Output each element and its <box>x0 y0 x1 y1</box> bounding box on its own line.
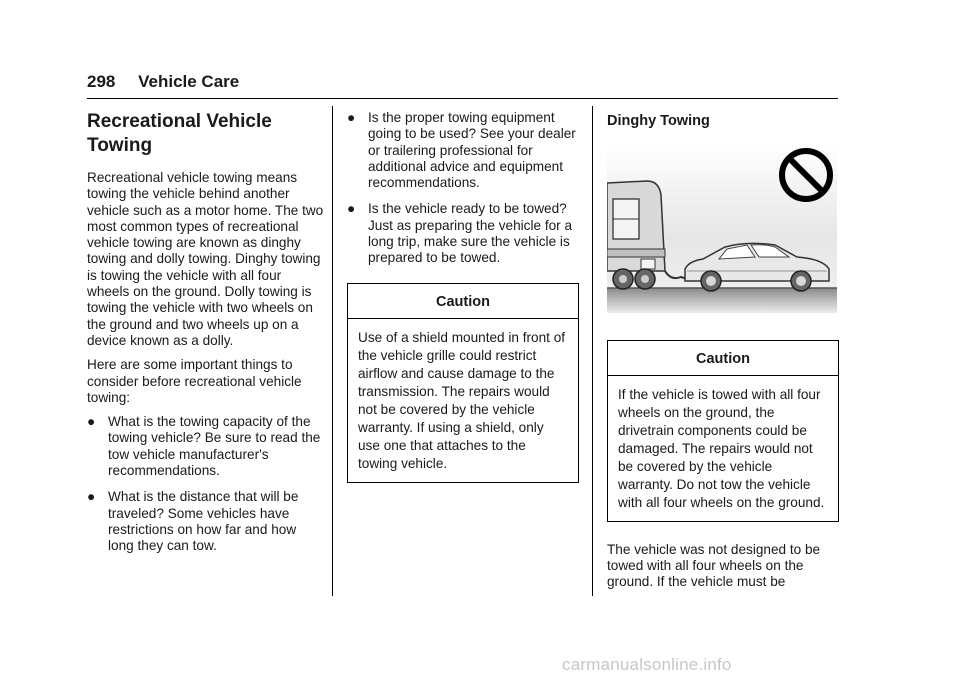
chapter-title: Vehicle Care <box>138 72 240 91</box>
list-item <box>347 201 579 266</box>
intro-paragraph: Recreational vehicle towing means towing the vehicle behind another vehicle such as a motor home. The two most common types of recreational vehicle towing are known as dinghy towing and dolly towing. Dinghy towing is towing the vehicle with all four wheels on the ground. Dolly towing is towing the vehicle with two wheels on the ground and two wheels up on a device known as a dolly. <box>87 170 324 348</box>
list-item-text: What is the distance that will be traveled? Some vehicles have restrictions on how far and how long they can tow. <box>108 489 299 554</box>
section-title: Recreational Vehicle Towing <box>87 111 272 156</box>
dinghy-towing-illustration <box>607 143 837 313</box>
column-1 <box>87 110 325 565</box>
list-item-text: Is the proper towing equipment going to be used? See your dealer or trailering professional for additional advice and equipment recommendations. <box>368 110 576 191</box>
list-item-text: Is the vehicle ready to be towed? Just as preparing the vehicle for a long trip, make sure the vehicle is prepared to be towed. <box>368 201 573 266</box>
page-header <box>87 72 239 92</box>
bullet-list-2 <box>347 110 579 267</box>
subsection-title: Dinghy Towing <box>607 113 710 129</box>
caution-title: Caution <box>348 284 578 319</box>
considerations-paragraph: Here are some important things to consider before recreational vehicle towing: <box>87 357 302 405</box>
caution-box-drivetrain <box>607 340 839 522</box>
watermark: carmanualsonline.info <box>562 655 732 674</box>
column-divider-1 <box>332 106 333 596</box>
list-item <box>87 489 325 554</box>
list-item <box>347 110 579 191</box>
column-3 <box>607 110 839 599</box>
road-surface <box>607 288 837 313</box>
caution-body: If the vehicle is towed with all four wheels on the ground, the drivetrain components could be damaged. The repairs would not be covered by the vehicle warranty. Do not tow the vehicle with all four wheels on the ground. <box>618 386 825 510</box>
list-item <box>87 414 325 479</box>
bullet-icon: ● <box>87 489 96 505</box>
column-divider-2 <box>592 106 593 596</box>
caution-box-shield <box>347 283 579 483</box>
bullet-list-1 <box>87 414 325 554</box>
page-number: 298 <box>87 72 116 91</box>
bullet-icon: ● <box>87 414 96 430</box>
column-2 <box>347 110 579 483</box>
design-paragraph: The vehicle was not designed to be towed with all four wheels on the ground. If the vehicle must be <box>607 541 821 590</box>
bullet-icon: ● <box>347 201 356 217</box>
caution-body: Use of a shield mounted in front of the vehicle grille could restrict airflow and cause damage to the transmission. The repairs would not be covered by the vehicle warranty. If using a shield, only use one that attaches to the towing vehicle. <box>358 329 566 471</box>
caution-title: Caution <box>608 341 838 376</box>
list-item-text: What is the towing capacity of the towing vehicle? Be sure to read the tow vehicle manufacturer's recommendations. <box>108 414 321 479</box>
header-rule <box>87 98 838 99</box>
bullet-icon: ● <box>347 110 356 125</box>
